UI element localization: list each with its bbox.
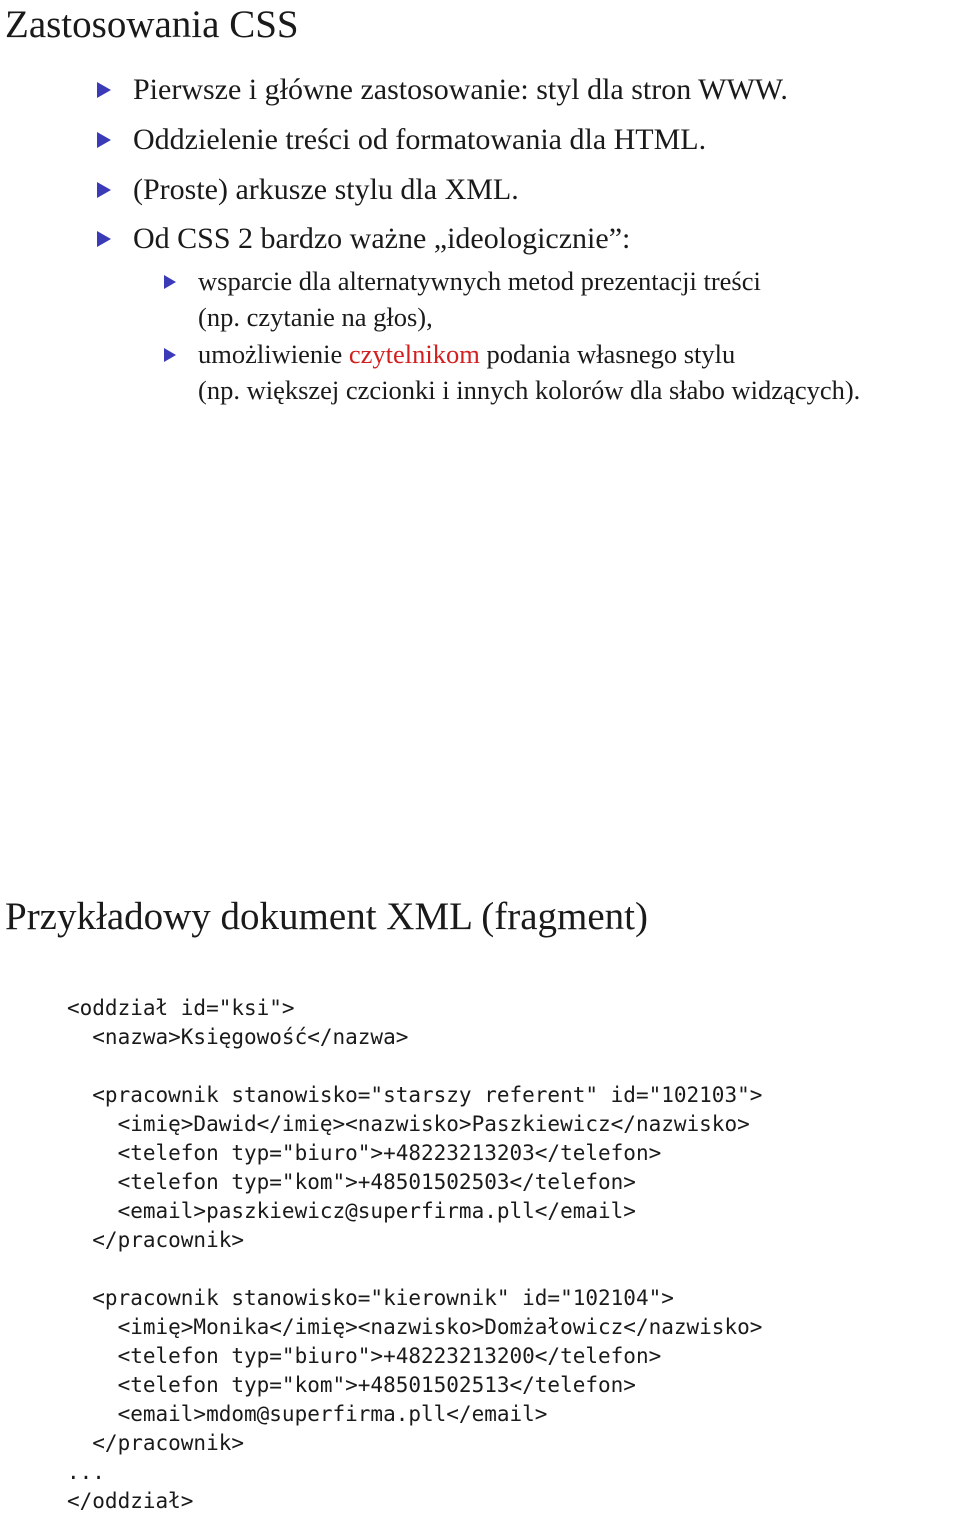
bullet-item bbox=[97, 172, 519, 208]
triangle-bullet-icon bbox=[97, 82, 111, 98]
code-line: <email>mdom@superfirma.pll</email> bbox=[67, 1402, 548, 1426]
triangle-bullet-icon bbox=[97, 182, 111, 198]
highlighted-word: czytelnikom bbox=[348, 339, 480, 369]
code-line: </pracownik> bbox=[67, 1431, 245, 1455]
bullet-item bbox=[97, 122, 706, 158]
sub-bullet-text: wsparcie dla alternatywnych metod prezentacji treści bbox=[198, 266, 761, 296]
bullet-item bbox=[97, 221, 630, 257]
bullet-text: Oddzielenie treści od formatowania dla HTML. bbox=[133, 123, 707, 156]
code-line: <telefon typ="kom">+48501502513</telefon> bbox=[67, 1373, 636, 1397]
sub-bullet-item bbox=[164, 263, 761, 335]
triangle-bullet-icon bbox=[164, 348, 176, 362]
sub-bullet-item bbox=[164, 336, 860, 408]
code-line: <nazwa>Księgowość</nazwa> bbox=[67, 1025, 409, 1049]
code-line: </pracownik> bbox=[67, 1228, 245, 1252]
code-line: <email>paszkiewicz@superfirma.pll</email> bbox=[67, 1199, 636, 1223]
bullet-text: Pierwsze i główne zastosowanie: styl dla stron WWW. bbox=[133, 73, 788, 106]
triangle-bullet-icon bbox=[97, 132, 111, 148]
sub-bullet-continuation: (np. większej czcionki i innych kolorów dla słabo widzących). bbox=[198, 375, 861, 405]
xml-code-block bbox=[67, 994, 762, 1516]
code-line bbox=[67, 1052, 762, 1081]
code-line: <pracownik stanowisko="kierownik" id="102104"> bbox=[67, 1286, 674, 1310]
code-line: <telefon typ="biuro">+48223213200</telefon> bbox=[67, 1344, 662, 1368]
code-line: </oddział> bbox=[67, 1489, 194, 1513]
code-line: <pracownik stanowisko="starszy referent" id="102103"> bbox=[67, 1083, 763, 1107]
triangle-bullet-icon bbox=[97, 231, 111, 247]
code-line: <oddział id="ksi"> bbox=[67, 996, 295, 1020]
slide-title: Przykładowy dokument XML (fragment) bbox=[5, 895, 648, 938]
sub-bullet-text-after: podania własnego stylu bbox=[479, 339, 736, 369]
slide-xml-example bbox=[0, 880, 960, 1513]
sub-bullet-text-before: umożliwienie bbox=[198, 339, 349, 369]
slide-title: Zastosowania CSS bbox=[5, 3, 299, 46]
triangle-bullet-icon bbox=[164, 275, 176, 289]
code-line: <telefon typ="kom">+48501502503</telefon> bbox=[67, 1170, 636, 1194]
code-line: <imię>Monika</imię><nazwisko>Domżałowicz</nazwisko> bbox=[67, 1315, 763, 1339]
code-line: <imię>Dawid</imię><nazwisko>Paszkiewicz</nazwisko> bbox=[67, 1112, 750, 1136]
code-line bbox=[67, 1255, 762, 1284]
bullet-item bbox=[97, 72, 788, 108]
bullet-text: Od CSS 2 bardzo ważne „ideologicznie”: bbox=[133, 222, 631, 255]
sub-bullet-continuation: (np. czytanie na głos), bbox=[198, 302, 433, 332]
bullet-text: (Proste) arkusze stylu dla XML. bbox=[133, 173, 519, 206]
code-line: ... bbox=[67, 1460, 105, 1484]
code-line: <telefon typ="biuro">+48223213203</telefon> bbox=[67, 1141, 662, 1165]
